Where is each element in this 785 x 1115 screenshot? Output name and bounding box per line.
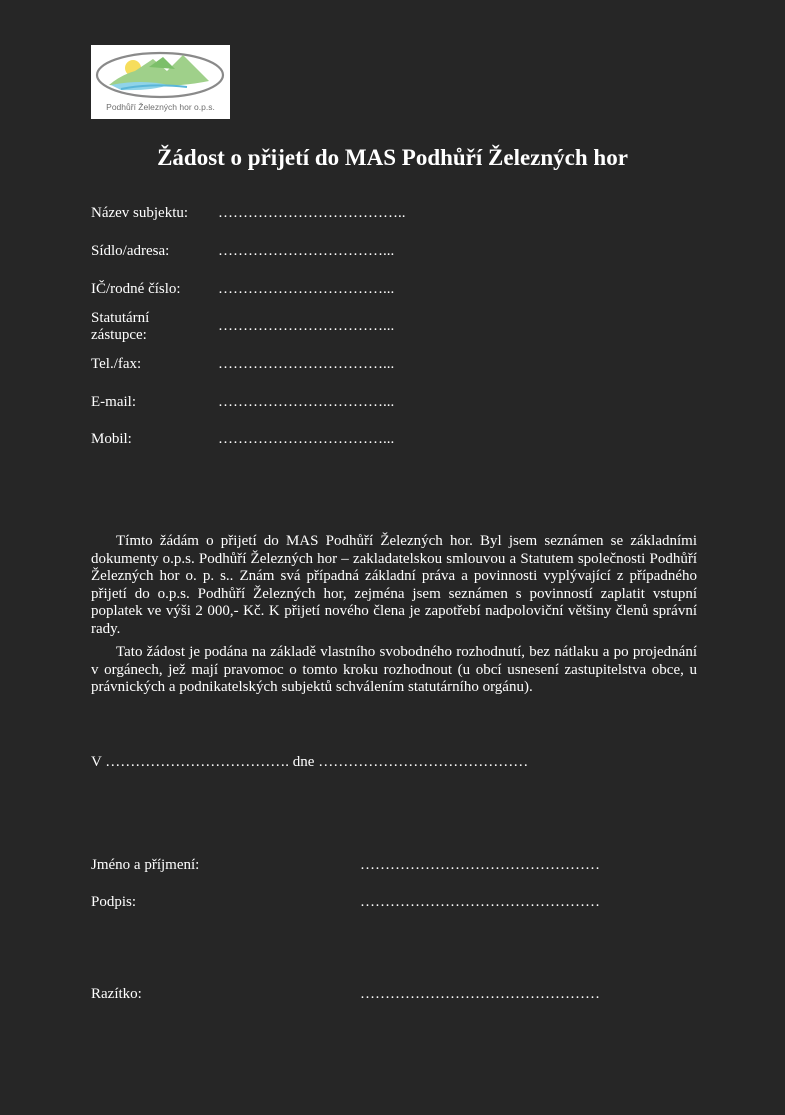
place-date-line: V ………………………………. dne …………………………………… xyxy=(91,754,529,770)
signature-dots-jmeno: ………………………………………… xyxy=(360,857,600,873)
page-title: Žádost o přijetí do MAS Podhůří Železných hor xyxy=(157,145,628,170)
signature-label-razitko: Razítko: xyxy=(91,986,142,1002)
declaration-paragraph: Tímto žádám o přijetí do MAS Podhůří Železných hor. Byl jsem seznámen se základními dokumenty o.p.s. Podhůří Železných hor – zakladatelskou smlouvou a Statutem společnosti Podhůří Železných hor o. p. s.. Znám svá případná základní práva a povinnosti vyplývající z případného přijetí do o.p.s. Podhůří Železných hor, zejména jsem seznámen s povinností zaplatit vstupní poplatek ve výši 2 000,- Kč. K přijetí nového člena je zapotřebí nadpoloviční většiny členů správní rady. xyxy=(91,533,697,637)
field-label-sidlo: Sídlo/adresa: xyxy=(91,243,170,259)
consent-paragraph: Tato žádost je podána na základě vlastního svobodného rozhodnutí, bez nátlaku a po projednání v orgánech, jež mají pravomoc o tomto kroku rozhodnout (u obcí usnesení zastupitelstva obce, u právnických a podnikatelských subjektů schválením statutárního orgánu). xyxy=(91,644,697,696)
field-dots-ic: ……………………………... xyxy=(218,281,395,297)
signature-dots-podpis: ………………………………………… xyxy=(360,894,600,910)
signature-label-jmeno: Jméno a příjmení: xyxy=(91,857,200,873)
field-label-email: E-mail: xyxy=(91,394,136,410)
field-label-ic: IČ/rodné číslo: xyxy=(91,281,181,297)
signature-dots-razitko: ………………………………………… xyxy=(360,986,600,1002)
field-dots-sidlo: ……………………………... xyxy=(218,243,395,259)
field-label-statutarni-zastupce: Statutární zástupce: xyxy=(91,310,150,343)
field-dots-email: ……………………………... xyxy=(218,394,395,410)
field-dots-nazev-subjektu: ……………………………….. xyxy=(218,205,406,221)
field-label-nazev-subjektu: Název subjektu: xyxy=(91,205,189,221)
field-dots-mobil: ……………………………... xyxy=(218,431,395,447)
company-logo xyxy=(91,45,230,119)
signature-label-podpis: Podpis: xyxy=(91,894,137,910)
field-dots-statutarni-zastupce: ……………………………... xyxy=(218,318,395,334)
field-label-mobil: Mobil: xyxy=(91,431,132,447)
field-label-tel-fax: Tel./fax: xyxy=(91,356,142,372)
logo-text: Podhůří Železných hor o.p.s. xyxy=(106,102,215,112)
field-dots-tel-fax: ……………………………... xyxy=(218,356,395,372)
